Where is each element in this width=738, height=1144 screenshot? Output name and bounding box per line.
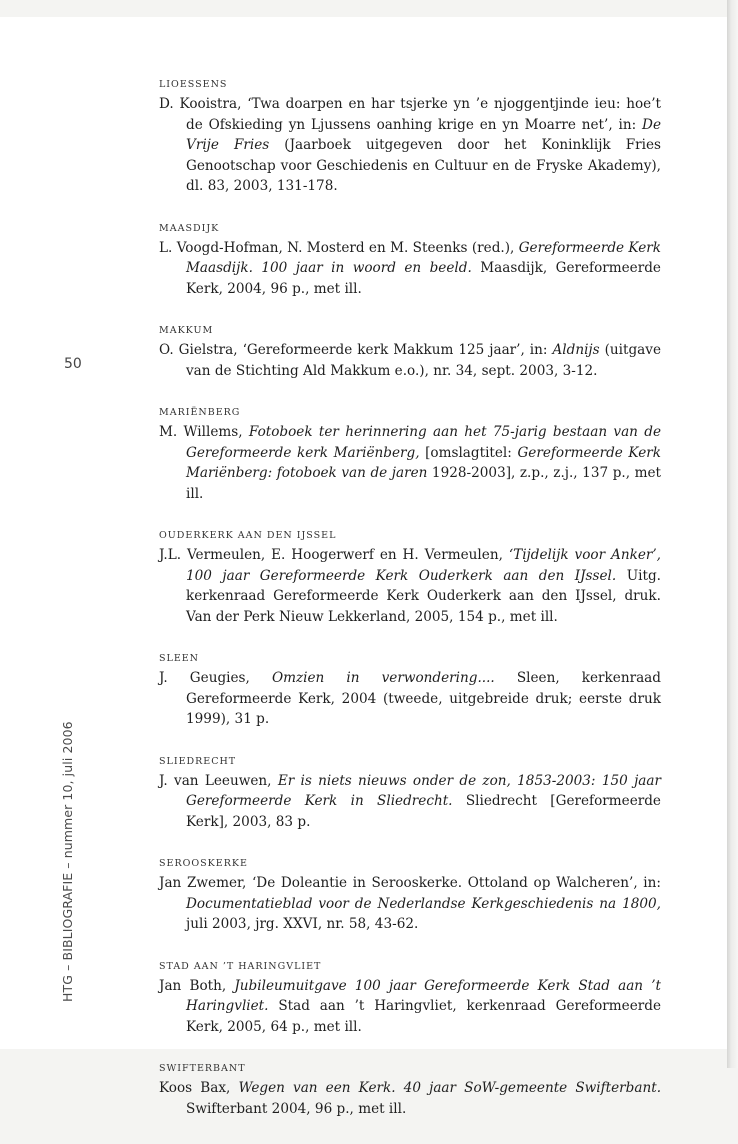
running-head: HTG – BIBLIOGRAFIE – nummer 10, juli 2006 <box>60 721 75 1002</box>
entry-heading: STAD AAN ’T HARINGVLIET <box>159 960 322 972</box>
page-edge-shadow <box>727 0 738 1068</box>
entry-lioessens <box>159 78 661 197</box>
entry-reference: J. van Leeuwen, Er is niets nieuws onder de zon, 1853-2003: 150 jaar Gereformeerde Kerk in Sliedrecht. Sliedrecht [Gereformeerde Kerk], 2003, 83 p. <box>159 772 661 830</box>
entry-ouderkerk <box>159 529 661 627</box>
entry-heading: MARIËNBERG <box>159 407 241 418</box>
entry-reference: J. Geugies, Omzien in verwondering.... Sleen, kerkenraad Gereformeerde Kerk, 2004 (tweede, uitgebreide druk; eerste druk 1999), 31 p. <box>159 670 661 727</box>
entry-reference: Jan Zwemer, ‘De Doleantie in Serooskerke. Ottoland op Walcheren’, in: Documentatieblad voor de Nederlandse Kerkgeschiedenis na 1800, juli 2003, jrg. XXVI, nr. 58, 43-62. <box>159 875 661 932</box>
entry-heading: SLIEDRECHT <box>159 755 237 767</box>
entry-serooskerke <box>159 857 661 935</box>
page-number: 50 <box>64 356 82 372</box>
entry-heading: SEROOSKERKE <box>159 858 248 869</box>
entry-swifterbant <box>159 1062 661 1119</box>
entry-reference: J.L. Vermeulen, E. Hoogerwerf en H. Vermeulen, ‘Tijdelijk voor Anker’, 100 jaar Gereformeerde Kerk Ouderkerk aan den IJssel. Uitg. kerkenraad Gereformeerde Kerk Ouderkerk aan den IJssel, druk. Van der Perk Nieuw Lekkerland, 2005, 154 p., met ill. <box>159 547 661 625</box>
entry-reference: Jan Both, Jubileumuitgave 100 jaar Gereformeerde Kerk Stad aan ’t Haringvliet. Stad aan ’t Haringvliet, kerkenraad Gereformeerde Kerk, 2005, 64 p., met ill. <box>159 977 661 1035</box>
entry-reference: Koos Bax, Wegen van een Kerk. 40 jaar SoW-gemeente Swifterbant. Swifterbant 2004, 96 p., met ill. <box>159 1080 662 1117</box>
entry-heading: LIOESSENS <box>159 79 228 90</box>
entry-heading: SLEEN <box>159 653 199 664</box>
entry-sleen <box>159 652 661 730</box>
entry-heading: OUDERKERK AAN DEN IJSSEL <box>159 530 337 541</box>
entry-marienberg <box>159 406 661 504</box>
entry-maasdijk <box>159 222 661 300</box>
entry-heading: MAKKUM <box>159 325 214 336</box>
entry-makkum <box>159 324 661 381</box>
entry-stad-aan-t-haringvliet <box>159 960 661 1038</box>
entry-reference: M. Willems, Fotoboek ter herinnering aan het 75-jarig bestaan van de Gereformeerde kerk Mariënberg, [omslagtitel: Gereformeerde Kerk Mariënberg: fotoboek van de jaren 1928-2003], z.p., z.j., 137 p., met ill. <box>159 424 661 502</box>
entry-reference: L. Voogd-Hofman, N. Mosterd en M. Steenks (red.), Gereformeerde Kerk Maasdijk. 100 jaar in woord en beeld. Maasdijk, Gereformeerde Kerk, 2004, 96 p., met ill. <box>159 239 661 297</box>
entry-reference: D. Kooistra, ‘Twa doarpen en har tsjerke yn ’e njoggentjinde ieu: hoe’t de Ofskieding yn Ljussens oanhing krige en yn Moarre net’, in: De Vrije Fries (Jaarboek uitgegeven door het Koninklijk Fries Genootschap voor Geschiedenis en Cultuur en de Fryske Akademy), dl. 83, 2003, 131-178. <box>159 96 661 194</box>
bibliography-list <box>159 78 661 1144</box>
entry-heading: SWIFTERBANT <box>159 1063 246 1074</box>
entry-reference: O. Gielstra, ‘Gereformeerde kerk Makkum 125 jaar’, in: Aldnijs (uitgave van de Stichting Ald Makkum e.o.), nr. 34, sept. 2003, 3-12. <box>159 342 661 379</box>
entry-heading: MAASDIJK <box>159 222 220 234</box>
entry-sliedrecht <box>159 755 661 833</box>
